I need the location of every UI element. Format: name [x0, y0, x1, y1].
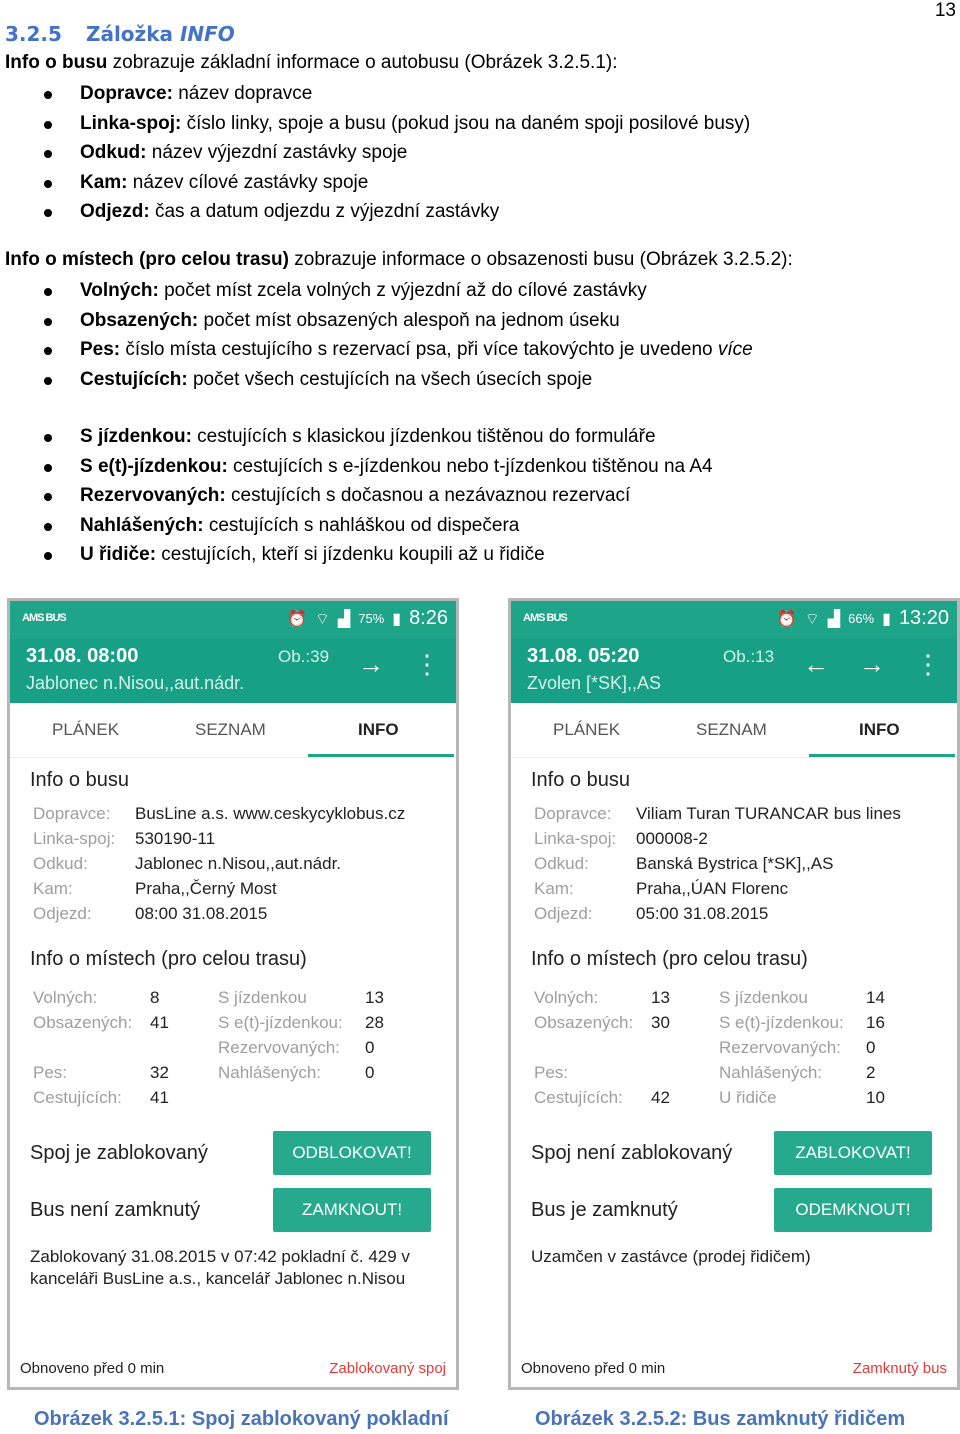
seat-stat-row: Nahlášených: 2 — [719, 1063, 876, 1082]
occupancy-count: Ob.:39 — [278, 647, 330, 666]
tab-info[interactable]: INFO — [358, 720, 399, 739]
bus-info-row: Odkud: Banská Bystrica [*SK],,AS — [534, 854, 834, 873]
tab-seznam[interactable]: SEZNAM — [195, 720, 266, 739]
clock: 8:26 — [409, 607, 448, 629]
tab-seznam[interactable]: SEZNAM — [696, 720, 767, 739]
forward-arrow-icon[interactable]: → — [358, 649, 384, 679]
departure-stop: Zvolen [*SK],,AS — [527, 673, 662, 693]
app-bar — [511, 639, 957, 703]
alarm-icon: ⏰ — [286, 610, 307, 628]
seat-stat-row: S e(t)-jízdenkou: 16 — [719, 1013, 885, 1032]
seat-stat-row: Pes: — [534, 1063, 569, 1082]
intro-bold: Info o busu — [5, 52, 108, 73]
tab-bar — [10, 703, 456, 758]
bus-info-row: Kam: Praha,,ÚAN Florenc — [534, 879, 789, 898]
route-lock-status: Spoj je zablokovaný — [30, 1142, 208, 1164]
status-bar — [511, 601, 957, 639]
list-item: Odjezd: čas a datum odjezdu z výjezdní zastávky — [0, 197, 750, 227]
list-item: Kam: název cílové zastávky spoje — [0, 168, 750, 198]
unlock-button[interactable]: ODEMKNOUT! — [774, 1188, 932, 1232]
unblock-button[interactable]: ODBLOKOVAT! — [273, 1131, 431, 1175]
section-heading — [5, 22, 235, 46]
section-title-prefix: Záložka — [85, 22, 173, 46]
seat-stat-row: Rezervovaných: 0 — [719, 1038, 876, 1057]
status-bar — [10, 601, 456, 639]
intro-seats-info — [5, 249, 793, 271]
route-lock-status: Spoj není zablokovaný — [531, 1142, 733, 1164]
list-item: Odkud: název výjezdní zastávky spoje — [0, 138, 750, 168]
battery-icon: ▮ — [392, 610, 402, 628]
app-bar — [10, 639, 456, 703]
list-item: Rezervovaných: cestujících s dočasnou a nezávaznou rezervací — [0, 481, 713, 511]
signal-icon: ▟ — [827, 610, 841, 628]
list-item: Dopravce: název dopravce — [0, 79, 750, 109]
bus-info-title: Info o busu — [531, 769, 630, 791]
lock-note: Uzamčen v zastávce (prodej řidičem) — [531, 1247, 811, 1266]
list-item: Volných: počet míst zcela volných z výjezdní až do cílové zastávky — [0, 276, 753, 306]
overflow-menu-icon[interactable]: ⋮ — [915, 649, 941, 679]
seat-stat-row: U řidiče 10 — [719, 1088, 885, 1107]
block-note: Zablokovaný 31.08.2015 v 07:42 pokladní č. 429 v kanceláři BusLine a.s., kancelář Jablonec n.Nisou — [30, 1247, 410, 1288]
bus-info-row: Dopravce: Viliam Turan TURANCAR bus lines — [534, 804, 901, 823]
tab-indicator — [809, 754, 955, 757]
list-item: Pes: číslo místa cestujícího s rezervací psa, při více takovýchto je uvedeno více — [0, 335, 753, 365]
intro-text: zobrazuje základní informace o autobusu (Obrázek 3.2.5.1): — [107, 52, 618, 73]
state-label: Zamknutý bus — [852, 1360, 947, 1377]
bus-info-row: Linka-spoj: 530190-11 — [33, 829, 216, 848]
seat-stat-row: S jízdenkou 14 — [719, 988, 885, 1007]
section-number: 3.2.5 — [5, 22, 62, 46]
battery-icon: ▮ — [882, 610, 891, 628]
list-item: Linka-spoj: číslo linky, spoje a busu (pokud jsou na daném spoji posilové busy) — [0, 109, 750, 139]
bullet-list-seats — [0, 276, 753, 394]
bus-logo: AMS BUS — [523, 612, 567, 624]
seat-stat-row: Nahlášených: 0 — [218, 1063, 375, 1082]
overflow-menu-icon[interactable]: ⋮ — [414, 649, 440, 679]
bus-info-row: Odjezd: 08:00 31.08.2015 — [33, 904, 268, 923]
clock: 13:20 — [898, 607, 949, 629]
departure-stop: Jablonec n.Nisou,,aut.nádr. — [26, 673, 245, 693]
bus-info-row: Linka-spoj: 000008-2 — [534, 829, 708, 848]
seat-stat-row: Obsazených: 30 — [534, 1013, 670, 1032]
departure-datetime: 31.08. 08:00 — [26, 645, 139, 667]
wifi-icon: ⌔ — [314, 610, 330, 628]
bullet-list-bus — [0, 79, 750, 227]
phone-screenshot-locked — [508, 598, 960, 1390]
page-number: 13 — [934, 0, 956, 21]
alarm-icon: ⏰ — [776, 610, 797, 628]
section-title-name: INFO — [179, 22, 235, 46]
list-item: U řidiče: cestujících, kteří si jízdenku koupili až u řidiče — [0, 540, 713, 570]
refresh-status: Obnoveno před 0 min — [20, 1360, 165, 1377]
forward-arrow-icon[interactable]: → — [859, 649, 885, 679]
figure-caption-1: Obrázek 3.2.5.1: Spoj zablokovaný pokladní — [34, 1408, 449, 1430]
tab-bar — [511, 703, 957, 758]
seat-stat-row: Cestujících: 42 — [534, 1088, 670, 1107]
bus-logo: AMS BUS — [22, 612, 66, 624]
seat-stat-row: Pes: 32 — [33, 1063, 169, 1082]
seat-stat-row: S jízdenkou 13 — [218, 988, 384, 1007]
intro-text: zobrazuje informace o obsazenosti busu (Obrázek 3.2.5.2): — [288, 249, 793, 270]
refresh-status: Obnoveno před 0 min — [521, 1360, 666, 1377]
intro-bold: Info o místech (pro celou trasu) — [5, 249, 289, 270]
signal-icon: ▟ — [337, 610, 351, 628]
figure-caption-2: Obrázek 3.2.5.2: Bus zamknutý řidičem — [535, 1408, 906, 1430]
bullet-list-passengers — [0, 422, 713, 570]
list-item: Nahlášených: cestujících s nahláškou od dispečera — [0, 511, 713, 541]
seat-stat-row: Obsazených: 41 — [33, 1013, 169, 1032]
bus-lock-status: Bus je zamknutý — [531, 1199, 678, 1221]
bus-info-row: Kam: Praha,,Černý Most — [33, 879, 277, 898]
back-arrow-icon[interactable]: ← — [803, 649, 829, 679]
battery-percent: 75% — [358, 611, 385, 626]
list-item: S e(t)-jízdenkou: cestujících s e-jízdenkou nebo t-jízdenkou tištěnou na A4 — [0, 452, 713, 482]
seat-stat-row: Rezervovaných: 0 — [218, 1038, 375, 1057]
seat-stat-row: Volných: 8 — [33, 988, 160, 1007]
bus-info-row: Dopravce: BusLine a.s. www.ceskycyklobus.cz — [33, 804, 406, 823]
lock-button[interactable]: ZAMKNOUT! — [273, 1188, 431, 1232]
tab-planek[interactable]: PLÁNEK — [52, 720, 120, 739]
occupancy-count: Ob.:13 — [723, 647, 775, 666]
seats-info-title: Info o místech (pro celou trasu) — [531, 948, 808, 970]
seat-stat-row: Cestujících: 41 — [33, 1088, 169, 1107]
tab-indicator — [308, 754, 454, 757]
bus-info-title: Info o busu — [30, 769, 129, 791]
seat-stat-row: Volných: 13 — [534, 988, 670, 1007]
list-item: Obsazených: počet míst obsazených alespoň na jednom úseku — [0, 306, 753, 336]
state-label: Zablokovaný spoj — [329, 1360, 446, 1377]
block-button[interactable]: ZABLOKOVAT! — [774, 1131, 932, 1175]
tab-info[interactable]: INFO — [859, 720, 900, 739]
bus-info-row: Odjezd: 05:00 31.08.2015 — [534, 904, 769, 923]
departure-datetime: 31.08. 05:20 — [527, 645, 640, 667]
battery-percent: 66% — [848, 611, 875, 626]
wifi-icon: ⌔ — [804, 610, 820, 628]
bus-info-row: Odkud: Jablonec n.Nisou,,aut.nádr. — [33, 854, 342, 873]
list-item: Cestujících: počet všech cestujících na všech úsecích spoje — [0, 365, 753, 395]
bus-lock-status: Bus není zamknutý — [30, 1199, 201, 1221]
phone-screenshot-blocked — [7, 598, 459, 1390]
seats-info-title: Info o místech (pro celou trasu) — [30, 948, 307, 970]
seat-stat-row: S e(t)-jízdenkou: 28 — [218, 1013, 384, 1032]
list-item: S jízdenkou: cestujících s klasickou jízdenkou tištěnou do formuláře — [0, 422, 713, 452]
intro-bus-info — [5, 52, 618, 74]
tab-planek[interactable]: PLÁNEK — [553, 720, 621, 739]
